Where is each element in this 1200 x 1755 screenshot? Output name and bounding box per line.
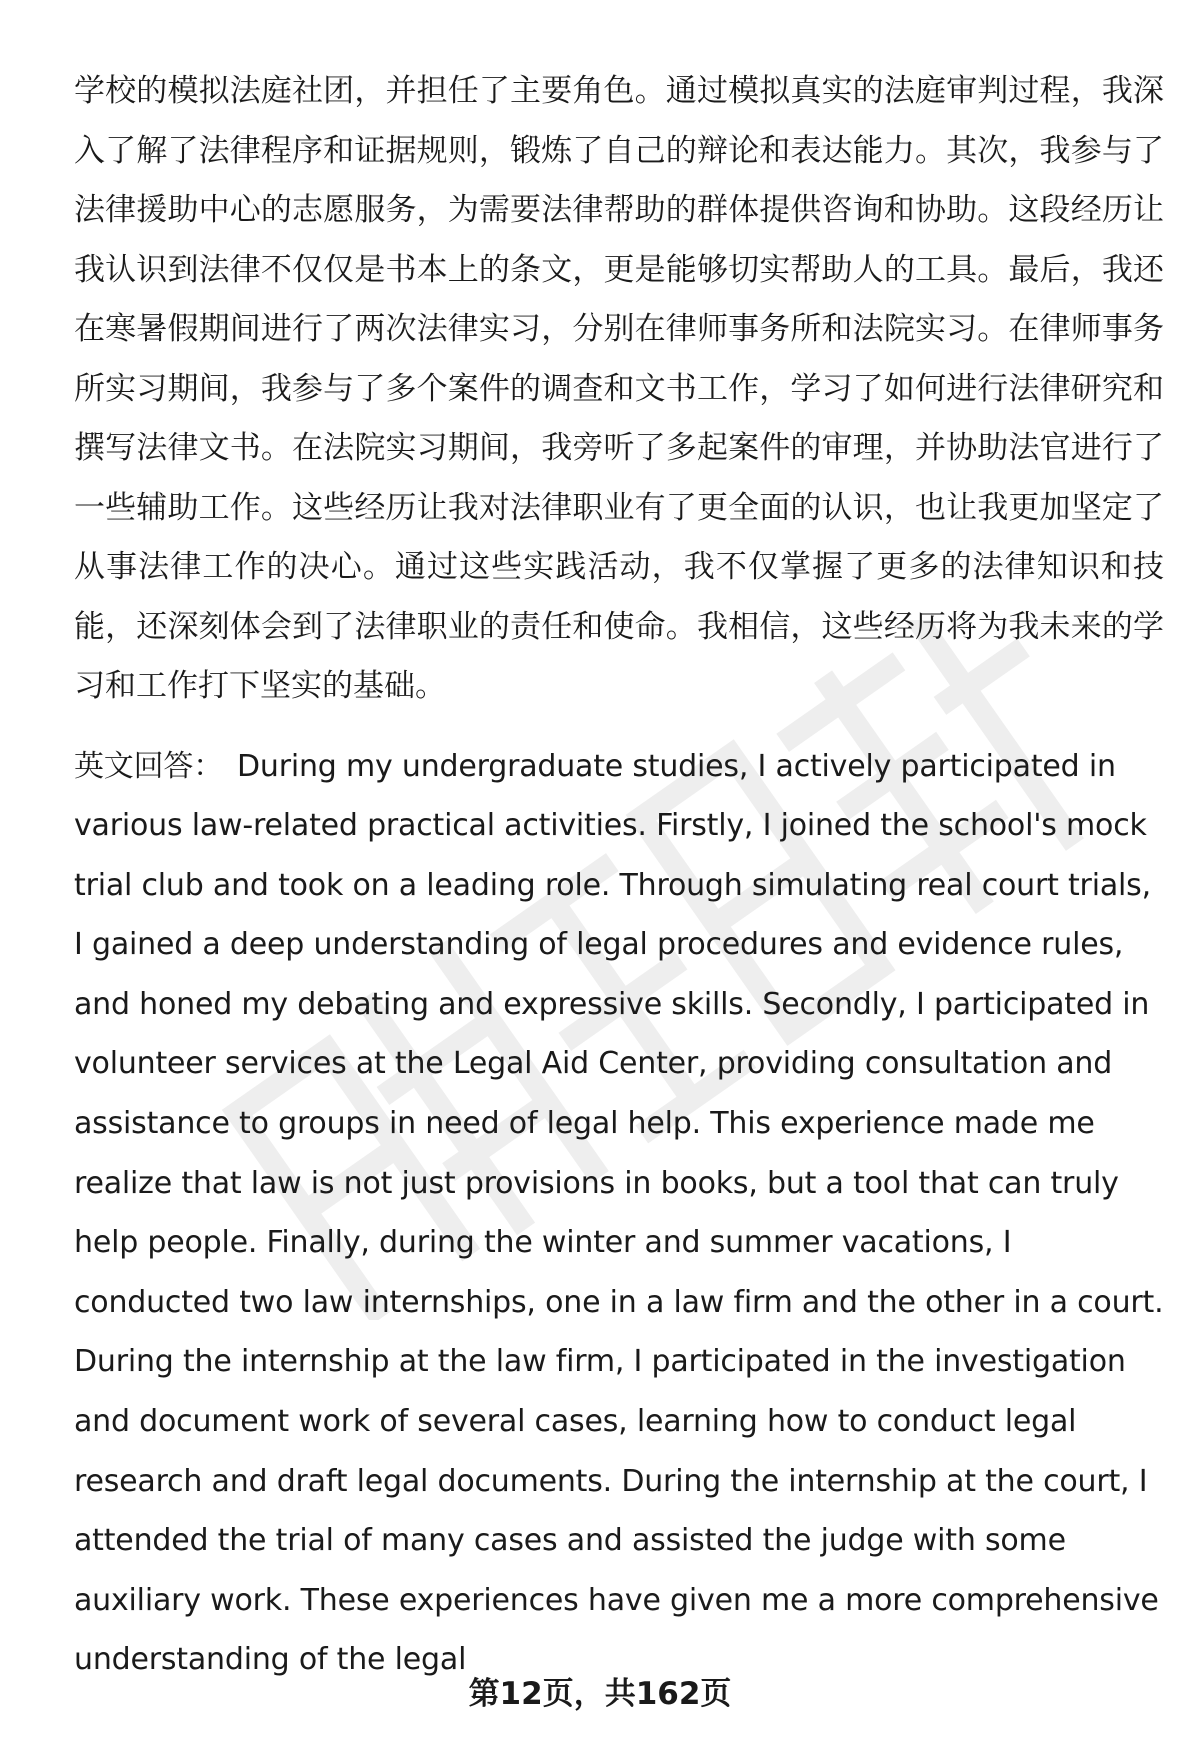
english-answer-paragraph bbox=[74, 737, 1164, 1691]
chinese-answer-paragraph: 学校的模拟法庭社团，并担任了主要角色。通过模拟真实的法庭审判过程，我深入了解了法律程序和证据规则，锻炼了自己的辩论和表达能力。其次，我参与了法律援助中心的志愿服务，为需要法律帮助的群体提供咨询和协助。这段经历让我认识到法律不仅仅是书本上的条文，更是能够切实帮助人的工具。最后，我还在寒暑假期间进行了两次法律实习，分别在律师事务所和法院实习。在律师事务所实习期间，我参与了多个案件的调查和文书工作，学习了如何进行法律研究和撰写法律文书。在法院实习期间，我旁听了多起案件的审理，并协助法官进行了一些辅助工作。这些经历让我对法律职业有了更全面的认识，也让我更加坚定了从事法律工作的决心。通过这些实践活动，我不仅掌握了更多的法律知识和技能，还深刻体会到了法律职业的责任和使命。我相信，这些经历将为我未来的学习和工作打下坚实的基础。 bbox=[74, 73, 1164, 704]
english-answer-text: During my undergraduate studies, I actively participated in various law-related practical activities. Firstly, I joined the school's mock trial club and took on a leading role. Through simulating real court trials, I gained a deep understanding of legal procedures and evidence rules, and honed my debating and expressive skills. Secondly, I participated in volunteer services at the Legal Aid Center, providing consultation and assistance to groups in need of legal help. This experience made me realize that law is not just provisions in books, but a tool that can truly help people. Finally, during the winter and summer vacations, I conducted two law internships, one in a law firm and the other in a court. During the internship at the law firm, I participated in the investigation and document work of several cases, learning how to conduct legal research and draft legal documents. During the internship at the court, I attended the trial of many cases and assisted the judge with some auxiliary work. These experiences have given me a more comprehensive understanding of the legal bbox=[74, 748, 1164, 1678]
document-body bbox=[74, 62, 1164, 1690]
english-answer-label: 英文回答： bbox=[74, 748, 223, 784]
page-number-footer: 第12页，共162页 bbox=[468, 1676, 732, 1712]
